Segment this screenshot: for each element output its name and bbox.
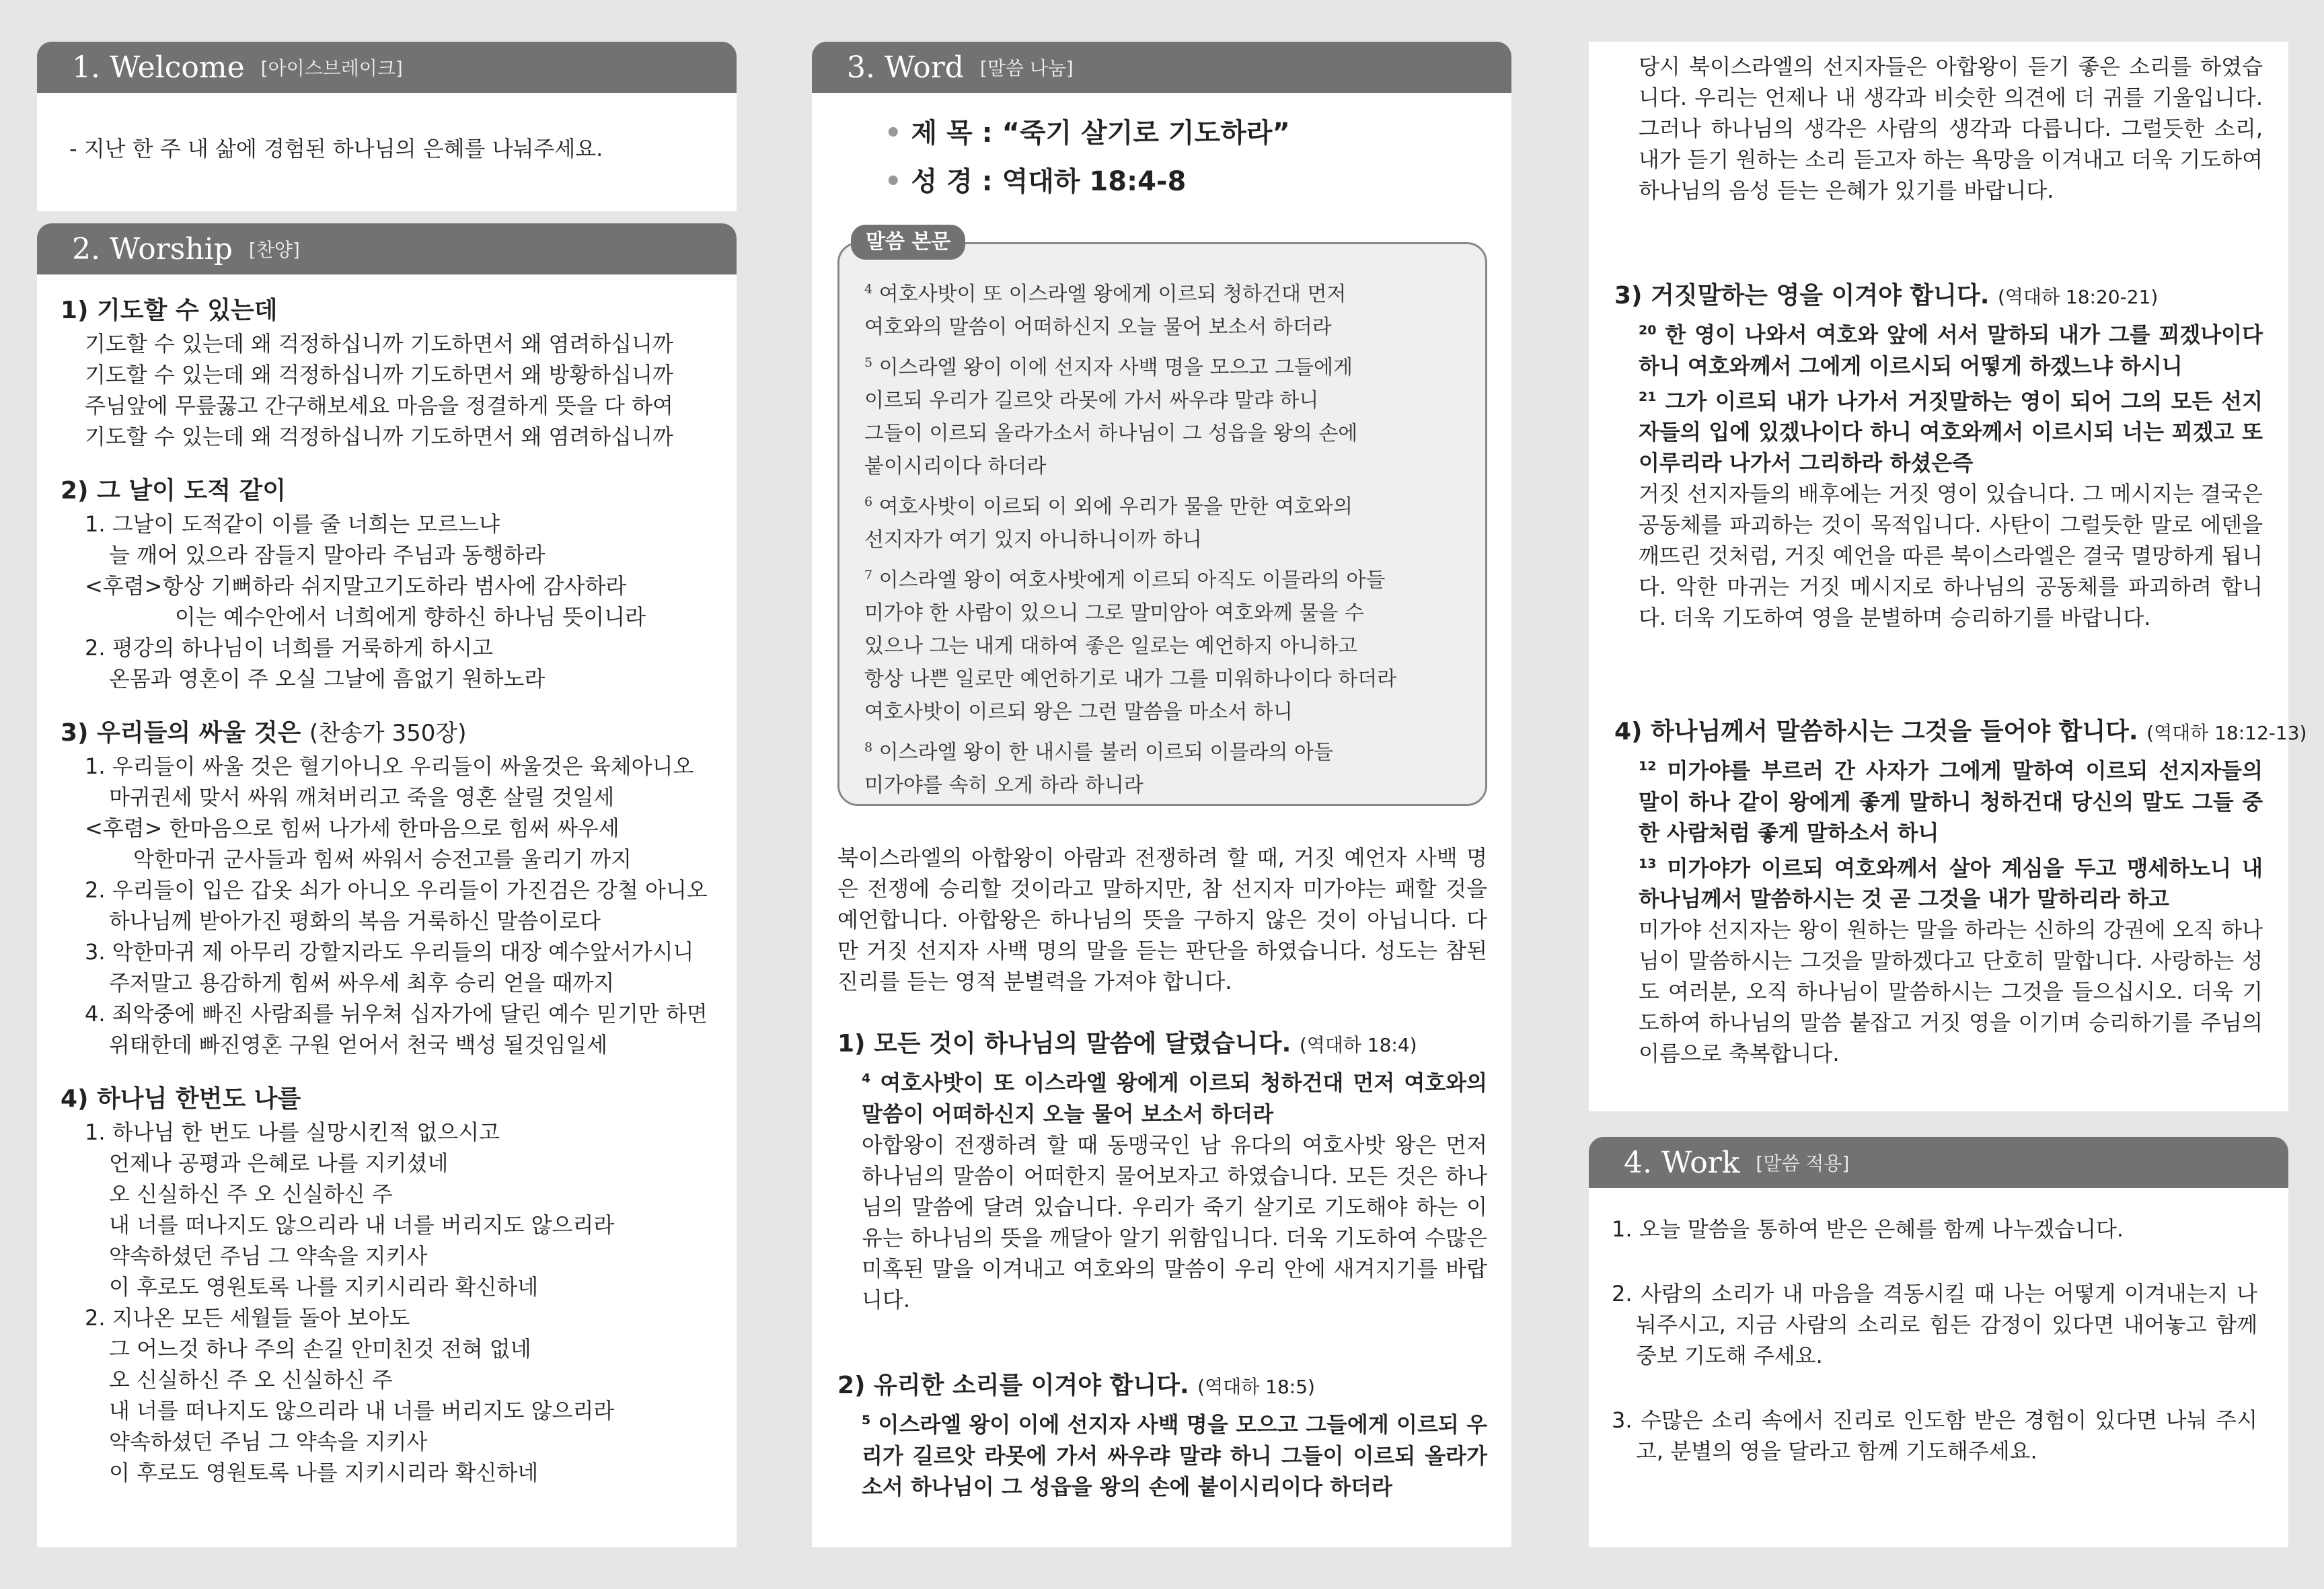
point-verse	[1614, 381, 2263, 479]
lyric-line: 4. 죄악중에 빠진 사람죄를 뉘우쳐 십자가에 달린 예수 믿기만 하면	[85, 1001, 708, 1027]
verse-number: 21	[1639, 389, 1657, 404]
scripture-label: 성 경 :	[911, 166, 993, 197]
work-items	[1612, 1214, 2257, 1467]
verse-line: 붙이시리이다 하더라	[864, 455, 1047, 478]
song-list	[61, 293, 726, 1488]
topic-value: “죽기 살기로 기도하라”	[1002, 118, 1290, 149]
word-title: 3. Word	[847, 50, 964, 85]
verse-line: 있으나 그는 내게 대하여 좋은 일로는 예언하지 아니하고	[864, 634, 1358, 658]
lyric-line: 이 후로도 영원토록 나를 지키시리라 확신하네	[109, 1274, 539, 1300]
point-reference: (역대하 18:20-21)	[1997, 286, 2159, 308]
lyric-line: 하나님께 받아가진 평화의 복음 거룩하신 말씀이로다	[109, 908, 601, 934]
worship-header	[37, 223, 737, 274]
point-heading-title: 2) 유리한 소리를 이겨야 합니다.	[837, 1372, 1189, 1399]
point-verse	[1614, 848, 2263, 915]
lyric-line: 주저말고 용감하게 힘써 싸우세 최후 승리 얻을 때까지	[109, 970, 615, 996]
sermon-point-3	[1614, 279, 2263, 633]
point-body: 미가야 선지자는 왕이 원하는 말을 하라는 신하의 강권에 오직 하나님이 말씀하시는 그것을 말하겠다고 단호히 말합니다. 사랑하는 성도 여러분, 오직 하나님이 말씀하시는 그것을 들으십시오. 더욱 기도하여 하나님의 말씀 붙잡고 거짓 영을 이기며 승리하기를 주님의 이름으로 축복합니다.	[1639, 917, 2263, 1067]
lyric-line: 약속하셨던 주님 그 약속을 지키사	[109, 1243, 428, 1269]
lyric-line: 위태한데 빠진영혼 구원 얻어서 천국 백성 될것임일세	[109, 1032, 608, 1058]
lyric-line: 이는 예수안에서 너희에게 향하신 하나님 뜻이니라	[175, 604, 646, 630]
verse-text: 미가야를 부르러 간 사자가 그에게 말하여 이르되 선지자들의 말이 하나 같이 왕에게 좋게 말하니 청하건대 당신의 말도 그들 중 한 사람처럼 좋게 말하소서 하니	[1639, 757, 2263, 846]
verse-text: 그가 이르되 내가 나가서 거짓말하는 영이 되어 그의 모든 선지자들의 입에 있겠나이다 하니 여호와께서 이르시되 너는 꾀겠고 또 이루리라 나가서 그리하라 하셨은즉	[1639, 388, 2263, 476]
work-title: 4. Work	[1624, 1145, 1740, 1180]
verse-text: 여호사밧이 또 이스라엘 왕에게 이르되 청하건대 먼저 여호와의 말씀이 어떠하신지 오늘 물어 보소서 하더라	[862, 1070, 1488, 1127]
lyric-line: 기도할 수 있는데 왜 걱정하십니까 기도하면서 왜 염려하십니까	[85, 424, 673, 449]
verse-number: 6	[864, 494, 873, 509]
lyric-line: 언제나 공평과 은혜로 나를 지키셨네	[109, 1150, 449, 1176]
song-2	[61, 474, 726, 694]
scripture-verse	[864, 731, 1470, 802]
welcome-subtitle: [아이스브레이크]	[260, 57, 403, 79]
lyric-line: <후렴>항상 기뻐하라 쉬지말고기도하라 범사에 감사하라	[85, 573, 627, 599]
lyric-line: 오 신실하신 주 오 신실하신 주	[109, 1367, 393, 1393]
song-heading: 4) 하나님 한번도 나를	[61, 1085, 301, 1113]
lyric-line: 약속하셨던 주님 그 약속을 지키사	[109, 1429, 428, 1454]
scripture-verse	[864, 346, 1470, 483]
work-item: 3. 수많은 소리 속에서 진리로 인도함 받은 경험이 있다면 나눠 주시고, 분별의 영을 달라고 함께 기도해주세요.	[1612, 1407, 2257, 1464]
verse-line: 미가야를 속히 오게 하라 하니라	[864, 774, 1144, 797]
lyric-line: 악한마귀 군사들과 힘써 싸워서 승전고를 울리기 까지	[133, 846, 632, 872]
verse-number: 20	[1639, 323, 1657, 338]
song-3	[61, 716, 726, 1060]
worship-subtitle: [찬양]	[248, 239, 300, 261]
lyric-line: 2. 우리들이 입은 갑옷 쇠가 아니오 우리들이 가진검은 강철 아니오	[85, 877, 708, 903]
verse-text: 미가야가 이르되 여호와께서 살아 계심을 두고 맹세하노니 내 하나님께서 말씀하시는 것 곧 그것을 내가 말하리라 하고	[1639, 855, 2263, 912]
lyric-line: 그 어느것 하나 주의 손길 안미친것 전혀 없네	[109, 1336, 531, 1362]
lyric-line: 늘 깨어 있으라 잠들지 말아라 주님과 동행하라	[109, 542, 546, 568]
verse-number: 4	[864, 282, 873, 297]
lyric-line: 내 너를 떠나지도 않으리라 내 너를 버리지도 않으리라	[109, 1398, 615, 1424]
scripture-verse	[864, 273, 1470, 344]
verse-number: 5	[862, 1413, 871, 1428]
point-body: 거짓 선지자들의 배후에는 거짓 영이 있습니다. 그 메시지는 결국은 공동체를 파괴하는 것이 목적입니다. 사탄이 그럴듯한 말로 에덴을 깨뜨린 것처럼, 거짓 예언을 따른 북이스라엘은 결국 멸망하게 됩니다. 악한 마귀는 거짓 메시지로 하나님의 공동체를 파괴하려 합니다. 더욱 기도하여 영을 분별하며 승리하기를 바랍니다.	[1639, 481, 2263, 631]
lyric-line: 2. 지나온 모든 세월들 돌아 보아도	[85, 1305, 410, 1331]
point-heading	[837, 1027, 1487, 1063]
welcome-header	[37, 42, 737, 93]
verse-number: 8	[864, 740, 873, 755]
word-continued-panel	[1589, 42, 2307, 1111]
verse-line: 그들이 이르되 올라가소서 하나님이 그 성읍을 왕의 손에	[864, 422, 1358, 445]
verse-text: 이스라엘 왕이 이에 선지자 사백 명을 모으고 그들에게 이르되 우리가 길르앗 라못에 가서 싸우랴 말랴 하니 그들이 이르되 올라가소서 하나님이 그 성읍을 왕의 손에 붙이시리이다 하더라	[862, 1411, 1488, 1500]
song-heading	[61, 716, 726, 751]
verse-number: 7	[864, 568, 873, 583]
scripture-verse	[864, 559, 1470, 729]
lyric-line: 내 너를 떠나지도 않으리라 내 너를 버리지도 않으리라	[109, 1212, 615, 1238]
point-verse	[837, 1405, 1487, 1502]
verse-text: 한 영이 나와서 여호와 앞에 서서 말하되 내가 그를 꾀겠나이다 하니 여호와께서 그에게 이르시되 어떻게 하겠느냐 하시니	[1639, 322, 2263, 379]
point-2-body: 당시 북이스라엘의 선지자들은 아합왕이 듣기 좋은 소리를 하였습니다. 우리는 언제나 내 생각과 비슷한 의견에 더 귀를 기울입니다. 그러나 하나님의 생각은 사람의 생각과 다릅니다. 그럴듯한 소리, 내가 듣기 원하는 소리 듣고자 하는 욕망을 이겨내고 더욱 기도하여 하나님의 음성 듣는 은혜가 있기를 바랍니다.	[1639, 54, 2263, 203]
lyric-line: 기도할 수 있는데 왜 걱정하십니까 기도하면서 왜 염려하십니까	[85, 331, 673, 357]
welcome-title: 1. Welcome	[72, 50, 245, 85]
sermon-scripture: • 성 경 : 역대하 18:4-8	[885, 166, 1187, 197]
lyric-line: 2. 평강의 하나님이 너희를 거룩하게 하시고	[85, 635, 493, 661]
verse-line: 이스라엘 왕이 여호사밧에게 이르되 아직도 이믈라의 아들	[878, 568, 1386, 592]
work-header	[1589, 1137, 2288, 1188]
point-heading-title: 4) 하나님께서 말씀하시는 그것을 들어야 합니다.	[1614, 718, 2138, 745]
welcome-panel	[37, 42, 737, 211]
verse-line: 이르되 우리가 길르앗 라못에 가서 싸우랴 말랴 하니	[864, 389, 1319, 412]
lyric-line: 오 신실하신 주 오 신실하신 주	[109, 1181, 393, 1207]
verse-number: 12	[1639, 759, 1657, 774]
point-reference: (역대하 18:5)	[1197, 1376, 1315, 1398]
verse-number: 5	[864, 355, 873, 370]
point-reference: (역대하 18:4)	[1299, 1034, 1417, 1056]
verse-line: 이스라엘 왕이 이에 선지자 사백 명을 모으고 그들에게	[878, 356, 1353, 379]
verse-line: 이스라엘 왕이 한 내시를 불러 이르되 이믈라의 아들	[878, 741, 1333, 764]
verse-line: 선지자가 여기 있지 아니하니이까 하니	[864, 528, 1202, 552]
welcome-text: - 지난 한 주 내 삶에 경험된 하나님의 은혜를 나눠주세요.	[69, 136, 603, 161]
sermon-point-2	[837, 1368, 1487, 1502]
scripture-value: 역대하 18:4-8	[1002, 166, 1187, 197]
lyric-line: 마귀권세 맞서 싸워 깨쳐버리고 죽을 영혼 살릴 것일세	[109, 784, 615, 810]
song-heading-title: 3) 우리들의 싸울 것은	[61, 719, 301, 747]
work-subtitle: [말씀 적용]	[1756, 1152, 1850, 1175]
work-panel	[1589, 1137, 2288, 1547]
lyric-line: 1. 하나님 한 번도 나를 실망시킨적 없으시고	[85, 1119, 500, 1145]
song-heading: 1) 기도할 수 있는데	[61, 297, 278, 324]
lyric-line: 1. 우리들이 싸울 것은 혈기아니오 우리들이 싸울것은 육체아니오	[85, 753, 694, 779]
sermon-point-4	[1614, 714, 2307, 1069]
lyric-line: 온몸과 영혼이 주 오실 그날에 흠없기 원하노라	[109, 666, 546, 692]
scripture-verses	[864, 273, 1470, 802]
point-heading-title: 3) 거짓말하는 영을 이겨야 합니다.	[1614, 282, 1990, 309]
point-heading	[1614, 279, 2263, 315]
work-item: 2. 사람의 소리가 내 마음을 격동시킬 때 나는 어떻게 이겨내는지 나눠주시고, 지금 사람의 소리로 힘든 감정이 있다면 내어놓고 함께 중보 기도해 주세요.	[1612, 1281, 2257, 1368]
hymn-number: (찬송가 350장)	[309, 720, 467, 747]
scripture-box-tag: 말씀 본문	[851, 225, 965, 260]
lyric-line: 3. 악한마귀 제 아무리 강할지라도 우리들의 대장 예수앞서가시니	[85, 939, 694, 965]
verse-line: 여호사밧이 이르되 왕은 그런 말씀을 마소서 하니	[864, 700, 1293, 724]
verse-line: 여호사밧이 또 이스라엘 왕에게 이르되 청하건대 먼저	[878, 283, 1347, 306]
lyric-line: <후렴> 한마음으로 힘써 나가세 한마음으로 힘써 싸우세	[85, 815, 620, 841]
lyric-line: 주님앞에 무릎꿇고 간구해보세요 마음을 정결하게 뜻을 다 하여	[85, 393, 673, 418]
work-item: 1. 오늘 말씀을 통하여 받은 은혜를 함께 나누겠습니다.	[1612, 1216, 2124, 1242]
point-verse	[1614, 315, 2263, 381]
point-heading-title: 1) 모든 것이 하나님의 말씀에 달렸습니다.	[837, 1030, 1291, 1058]
verse-number: 4	[862, 1071, 871, 1086]
worship-title: 2. Worship	[72, 231, 233, 266]
sermon-meta	[885, 109, 1290, 206]
point-verse	[837, 1063, 1487, 1130]
point-reference: (역대하 18:12-13)	[2146, 722, 2307, 744]
point-verse	[1614, 751, 2263, 848]
sermon-topic: • 제 목 : “죽기 살기로 기도하라”	[885, 118, 1290, 149]
song-heading: 2) 그 날이 도적 같이	[61, 477, 287, 505]
verse-line: 여호와의 말씀이 어떠하신지 오늘 물어 보소서 하더라	[864, 316, 1332, 339]
verse-line: 미가야 한 사람이 있으니 그로 말미암아 여호와께 물을 수	[864, 601, 1364, 625]
sermon-intro: 북이스라엘의 아합왕이 아람과 전쟁하려 할 때, 거짓 예언자 사백 명은 전쟁에 승리할 것이라고 말하지만, 참 선지자 미가야는 패할 것을 예언합니다. 아합왕은 하나님의 뜻을 구하지 않은 것이 아닙니다. 다만 거짓 선지자 사백 명의 말을 듣는 판단을 하였습니다. 성도는 참된 진리를 듣는 영적 분별력을 가져야 합니다.	[837, 845, 1487, 994]
verse-line: 여호사밧이 이르되 이 외에 우리가 물을 만한 여호와의	[878, 495, 1353, 519]
lyric-line: 이 후로도 영원토록 나를 지키시리라 확신하네	[109, 1460, 539, 1485]
lyric-line: 기도할 수 있는데 왜 걱정하십니까 기도하면서 왜 방황하십니까	[85, 362, 673, 387]
lyric-line: 1. 그날이 도적같이 이를 줄 너희는 모르느냐	[85, 511, 500, 537]
verse-number: 13	[1639, 856, 1657, 871]
point-body: 아합왕이 전쟁하려 할 때 동맹국인 남 유다의 여호사밧 왕은 먼저 하나님의 말씀이 어떠한지 물어보자고 하였습니다. 모든 것은 하나님의 말씀에 달려 있습니다. 우리가 죽기 살기로 기도해야 하는 이유는 하나님의 뜻을 깨달아 알기 위함입니다. 더욱 기도하여 수많은 미혹된 말을 이겨내고 여호와의 말씀이 우리 안에 새겨지기를 바랍니다.	[862, 1132, 1487, 1313]
scripture-verse	[864, 486, 1470, 556]
word-header	[812, 42, 1511, 93]
song-1	[61, 293, 726, 452]
song-4	[61, 1082, 726, 1488]
point-heading	[1614, 714, 2307, 751]
sermon-point-1	[837, 1027, 1487, 1315]
word-panel	[812, 42, 1511, 1547]
word-subtitle: [말씀 나눔]	[979, 57, 1074, 79]
topic-label: 제 목 :	[911, 118, 993, 149]
point-heading	[837, 1368, 1487, 1405]
verse-line: 항상 나쁜 일로만 예언하기로 내가 그를 미워하나이다 하더라	[864, 667, 1397, 691]
worship-panel	[37, 223, 737, 1547]
